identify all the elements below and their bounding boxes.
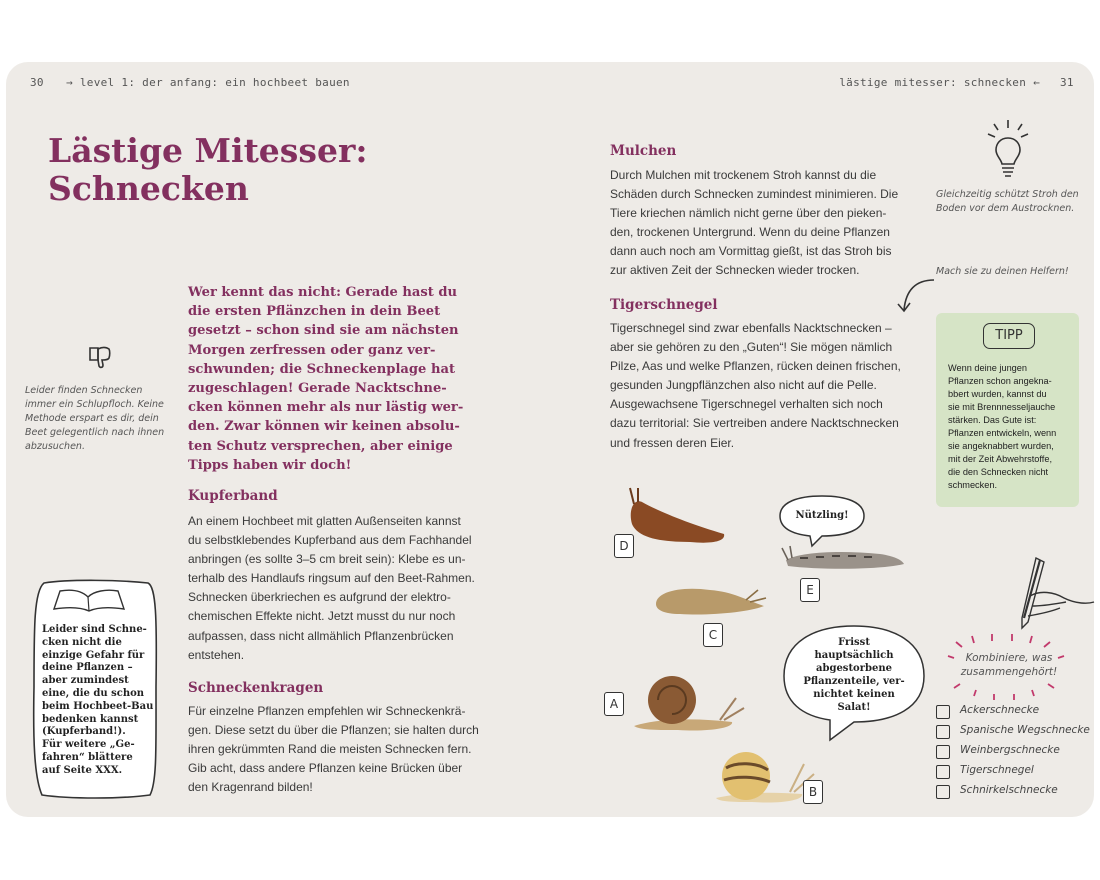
heading-schneckenkragen: Schneckenkragen bbox=[188, 680, 324, 696]
page-number-left: 30 bbox=[30, 76, 44, 89]
bubble-frisst-text: Frisst hauptsächlich abgestorbene Pflanzenteile, ver- nichtet keinen Salat! bbox=[803, 637, 905, 713]
book-box-text: Leider sind Schne- cken nicht die einzige Gefahr für deine Pflanzen – aber zumindest eine, die du schon beim Hochbeet-Bau bedenken kannst (Kupferband!). Für weitere „Ge- fahren“ blättere auf Seite XXX. bbox=[42, 624, 154, 776]
heading-tigerschnegel: Tigerschnegel bbox=[610, 297, 718, 313]
side-note-left: Leider finden Schnecken immer ein Schlupfloch. Keine Methode erspart es dir, dein Beet gelegentlich nach ihnen abzusuchen. bbox=[25, 385, 165, 452]
checkbox[interactable] bbox=[936, 705, 950, 719]
thumbs-down-icon bbox=[86, 344, 114, 372]
letter-label-c: C bbox=[703, 623, 723, 647]
open-book-icon bbox=[50, 585, 128, 615]
checkbox[interactable] bbox=[936, 765, 950, 779]
letter-label-a: A bbox=[604, 692, 624, 716]
checkbox[interactable] bbox=[936, 745, 950, 759]
page-title: Lästige Mitesser: Schnecken bbox=[48, 131, 368, 208]
arrow-right-icon: → bbox=[66, 76, 80, 89]
slug-c-illustration bbox=[650, 582, 770, 622]
checkbox[interactable] bbox=[936, 725, 950, 739]
page-number-right: 31 bbox=[1060, 76, 1074, 89]
helper-note: Mach sie zu deinen Helfern! bbox=[936, 266, 1069, 277]
hand-pen-icon bbox=[1010, 556, 1096, 632]
letter-label-e: E bbox=[800, 578, 820, 602]
tipp-text: Wenn deine jungen Pflanzen schon angekna- bbert wurden, kannst du sie mit Brennnesseljauche stärken. Das Gute ist: Pflanzen entwickeln, wenn sie angeknabbert wurden, mit der Zeit Abwehrstoffe, die den Schnecken nicht schmecken. bbox=[948, 363, 1057, 490]
breadcrumb-left: → level 1: der anfang: ein hochbeet bauen bbox=[66, 76, 350, 89]
quiz-title: Kombiniere, was zusammengehört! bbox=[960, 652, 1058, 678]
light-bulb-icon bbox=[986, 118, 1030, 182]
text-tigerschnegel: Tigerschnegel sind zwar ebenfalls Nacktschnecken – aber sie gehören zu den „Guten“! Sie mögen nämlich Pilze, Aas und welke Pflanzen, rücken deinen frischen, gesunden Jungpflänzchen also nicht auf die Pelle. Ausgewachsene Tigerschnegel verhalten sich noch dazu territorial: Sie vertreiben andere Nacktschnecken und fressen deren Eier. bbox=[610, 321, 901, 450]
heading-kupferband: Kupferband bbox=[188, 488, 278, 504]
bulb-note: Gleichzeitig schützt Stroh den Boden vor dem Austrocknen. bbox=[936, 189, 1079, 214]
text-kupferband: An einem Hochbeet mit glatten Außenseiten kannst du selbstklebendes Kupferband aus dem Fachhandel anbringen (es sollte 3–5 cm breit sein): Klebe es un- terhalb des Handlaufs ringsum auf den Beet-Rahmen. Schnecken überkriechen es aufgrund der elektro- chemischen Effekte nicht. Jetzt musst du nur noch aufpassen, dass nicht allmählich Pflanzenbrücken entstehen. bbox=[188, 514, 475, 662]
text-mulchen: Durch Mulchen mit trockenem Stroh kannst du die Schäden durch Schnecken zumindest minimieren. Die Tiere kriechen nämlich nicht gerne über den pieken- den, trockenen Untergrund. Wenn du deine Pflanzen dann auch noch am Vormittag gießt, ist das Stroh bis zur aktiven Zeit der Schnecken wieder trocken. bbox=[610, 168, 899, 278]
checkbox[interactable] bbox=[936, 785, 950, 799]
heading-mulchen: Mulchen bbox=[610, 143, 677, 159]
letter-label-b: B bbox=[803, 780, 823, 804]
tipp-label: TIPP bbox=[983, 323, 1035, 349]
breadcrumb-right: lästige mitesser: schnecken ← bbox=[839, 76, 1040, 89]
bubble-nuetzling-text: Nützling! bbox=[795, 510, 849, 521]
snail-a-illustration bbox=[628, 668, 748, 734]
checklist: Ackerschnecke Spanische Wegschnecke Weinbergschnecke Tigerschnegel Schnirkelschnecke bbox=[936, 704, 1086, 804]
curved-arrow-icon bbox=[892, 276, 938, 316]
letter-label-d: D bbox=[614, 534, 634, 558]
intro-text: Wer kennt das nicht: Gerade hast du die ersten Pflänzchen in dein Beet gesetzt – schon sind sie am nächsten Morgen zerfressen oder ganz ver- schwunden; die Schneckenplage hat zugeschlagen! Gerade Nacktschne- cken können mehr als nur lästig wer- den. Zwar können wir keinen absolu- ten Schutz versprechen, aber einige Tipps haben wir doch! bbox=[188, 285, 464, 473]
arrow-left-icon: ← bbox=[1026, 76, 1040, 89]
text-schneckenkragen: Für einzelne Pflanzen empfehlen wir Schneckenkrä- gen. Diese setzt du über die Pflanzen; sie halten durch ihren gekrümmten Rand die meisten Schnecken fern. Gib acht, dass andere Pflanzen keine Brücken über den Kragenrand bilden! bbox=[188, 704, 479, 795]
slug-d-illustration bbox=[620, 484, 730, 550]
